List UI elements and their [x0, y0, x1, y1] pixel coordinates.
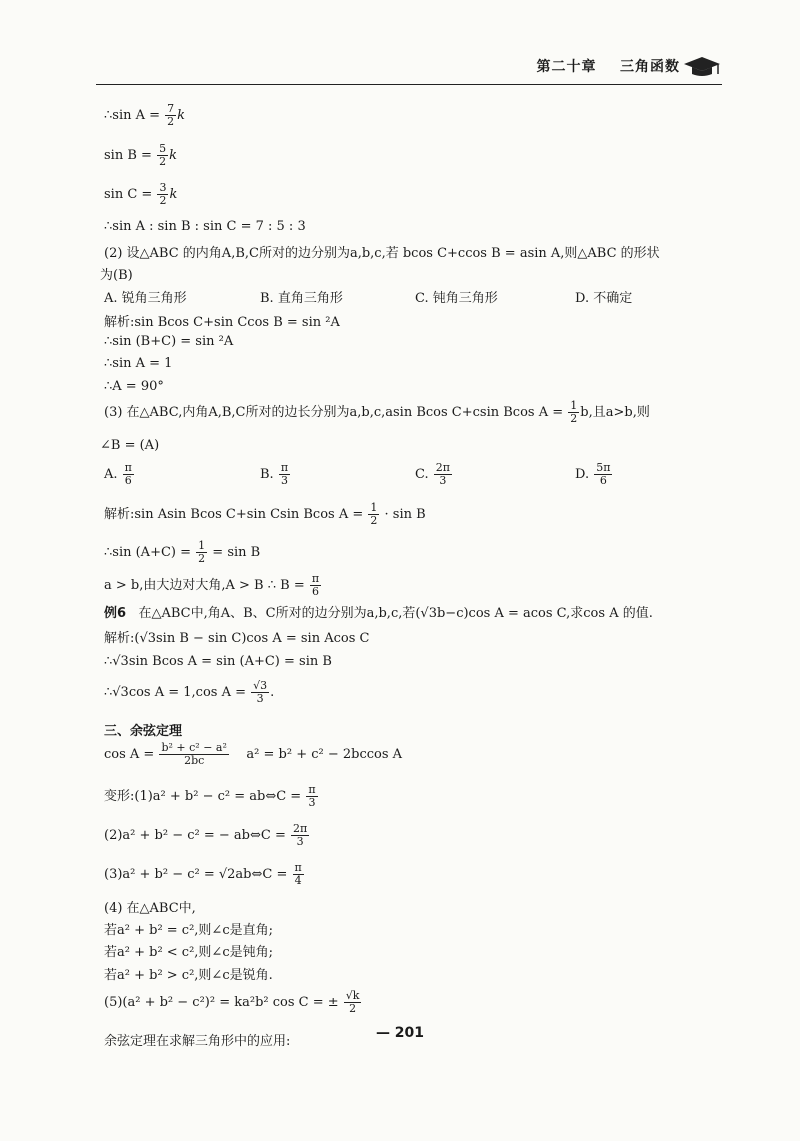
sinA-line: ∴sin A = $\frac{7}{2}$ k — [104, 102, 186, 129]
q3-solution-3: a > b,由大边对大角,A > B ∴ B = $\frac{\pi}{6}$ — [104, 572, 320, 599]
variant-1: 变形:(1)a² + b² − c² = ab⇔C = $\frac{\pi}{3}$ — [104, 783, 316, 810]
q2-option-a: A. 锐角三角形 — [104, 291, 187, 306]
q2-solution-4: ∴A = 90° — [104, 379, 164, 394]
variant-5: (5)(a² + b² − c²)² = ka²b² cos C = ± $\frac{√k}{2}$ — [104, 989, 360, 1016]
sinB-line: sin B = $\frac{5}{2}$ k — [104, 142, 177, 169]
q3-solution-1: 解析:sin Asin Bcos C+sin Csin Bcos A = $\frac{1}{2}$ · sin B — [104, 501, 426, 528]
q2-line2: 为(B) — [100, 268, 133, 283]
page-number: — 201 — [375, 1025, 425, 1041]
variant-3: (3)a² + b² − c² = √2ab⇔C = $\frac{\pi}{4}$ — [104, 861, 302, 888]
chapter-title: 三角函数 — [620, 59, 680, 75]
q2-solution-1: 解析:sin Bcos C+sin Ccos B = sin ²A — [104, 315, 340, 330]
q3-option-b: B. $\frac{\pi}{3}$ — [260, 461, 289, 488]
sinC-line: sin C = $\frac{3}{2}$ k — [104, 181, 178, 208]
q2-option-c: C. 钝角三角形 — [415, 291, 498, 306]
ratio-line: ∴sin A : sin B : sin C = 7 : 5 : 3 — [104, 219, 306, 234]
variant-2: (2)a² + b² − c² = − ab⇔C = $\frac{2\pi}{3}$ — [104, 822, 308, 849]
cosine-law: cos A = $\frac{\text{b² + c² − a²}}{2bc}$ a² = b² + c² − 2bccos A — [104, 741, 403, 768]
variant-4-obtuse: 若a² + b² < c²,则∠c是钝角; — [104, 945, 273, 960]
q2-solution-2: ∴sin (B+C) = sin ²A — [104, 334, 234, 349]
header-title — [537, 56, 681, 76]
q3-option-a: A. $\frac{\pi}{6}$ — [104, 461, 132, 488]
q2-option-d: D. 不确定 — [575, 291, 633, 306]
section-3-title: 三、余弦定理 — [104, 724, 183, 739]
q3-solution-2: ∴sin (A+C) = $\frac{1}{2}$ = sin B — [104, 539, 261, 566]
ex6-solution-2: ∴√3sin Bcos A = sin (A+C) = sin B — [104, 654, 332, 669]
application-heading: 余弦定理在求解三角形中的应用: — [104, 1034, 291, 1049]
variant-4-acute: 若a² + b² > c²,则∠c是锐角. — [104, 968, 273, 983]
page-header — [96, 50, 722, 85]
ex6-solution-3: ∴√3cos A = 1,cos A = $\frac{√3}{3}$ . — [104, 679, 275, 706]
q2-line1: (2) 设△ABC 的内角A,B,C所对的边分别为a,b,c,若 bcos C+ccos B = asin A,则△ABC 的形状 — [104, 246, 660, 261]
q3-option-d: D. $\frac{5\pi}{6}$ — [575, 461, 611, 488]
q3-line2: ∠B = (A) — [100, 438, 160, 453]
q3-line1: (3) 在△ABC,内角A,B,C所对的边长分别为a,b,c,asin Bcos C+csin Bcos A = $\frac{1}{2}$ b,且a>b,则 — [104, 399, 650, 426]
q3-option-c: C. $\frac{2\pi}{3}$ — [415, 461, 450, 488]
variant-4-right: 若a² + b² = c²,则∠c是直角; — [104, 923, 273, 938]
ex6-solution-1: 解析:(√3sin B − sin C)cos A = sin Acos C — [104, 631, 370, 646]
graduation-cap-icon — [682, 54, 722, 78]
chapter-label: 第二十章 — [536, 59, 597, 75]
q2-option-b: B. 直角三角形 — [260, 291, 343, 306]
example-6: 例6 在△ABC中,角A、B、C所对的边分别为a,b,c,若(√3b−c)cos A = acos C,求cos A 的值. — [104, 606, 653, 621]
variant-4: (4) 在△ABC中, — [104, 901, 196, 916]
example-6-label: 例6 — [104, 606, 127, 621]
q2-solution-3: ∴sin A = 1 — [104, 356, 173, 371]
